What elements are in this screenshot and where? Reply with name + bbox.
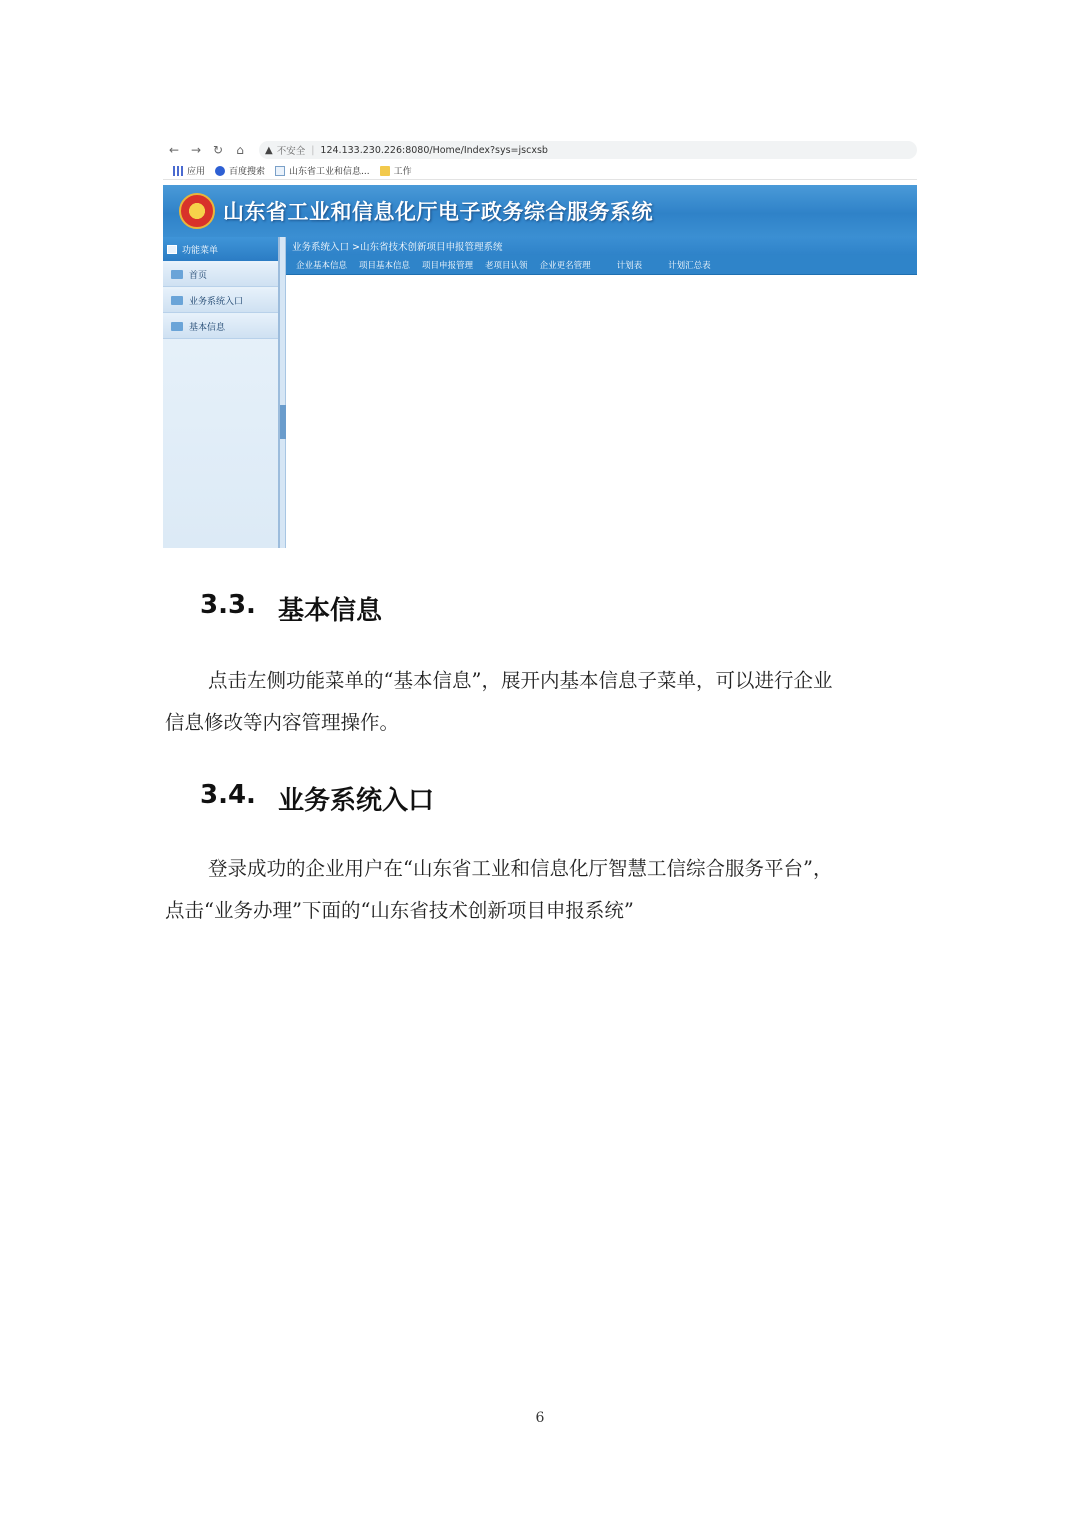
tab-plan-table[interactable]: 计划表 bbox=[616, 260, 643, 271]
section-number: 3.3. bbox=[200, 590, 256, 620]
tab-project-info[interactable]: 项目基本信息 bbox=[359, 260, 411, 271]
warning-icon: ▲ bbox=[265, 144, 273, 156]
section-title: 业务系统入口 bbox=[278, 786, 435, 816]
folder-icon bbox=[171, 296, 183, 305]
paragraph-line: 登录成功的企业用户在“山东省工业和信息化厅智慧工信综合服务平台”， bbox=[208, 857, 833, 880]
tab-company-info[interactable]: 企业基本信息 bbox=[296, 260, 348, 271]
folder-icon bbox=[380, 166, 390, 176]
bookmarks-bar bbox=[163, 162, 917, 180]
tab-old-project-claim[interactable]: 老项目认领 bbox=[485, 260, 528, 271]
section-3-4-heading bbox=[200, 780, 434, 817]
embedded-screenshot bbox=[163, 139, 917, 548]
folder-icon bbox=[171, 270, 183, 279]
arrow-right-icon[interactable]: → bbox=[190, 143, 202, 157]
page-icon bbox=[275, 166, 285, 176]
browser-address-bar bbox=[163, 139, 917, 161]
paragraph-line: 信息修改等内容管理操作。 bbox=[165, 711, 400, 734]
security-label: 不安全 bbox=[276, 146, 306, 157]
section-number: 3.4. bbox=[200, 780, 256, 810]
menu-icon bbox=[167, 245, 177, 254]
arrow-left-icon[interactable]: ← bbox=[168, 143, 180, 157]
sidebar-item-basic-info[interactable]: 基本信息 bbox=[163, 315, 278, 339]
banner-title: 山东省工业和信息化厅电子政务综合服务系统 bbox=[223, 200, 653, 224]
baidu-icon bbox=[215, 166, 225, 176]
section-3-3-body bbox=[165, 660, 917, 744]
breadcrumb: 业务系统入口 >山东省技术创新项目申报管理系统 bbox=[286, 237, 917, 255]
url-input[interactable] bbox=[259, 141, 917, 159]
home-icon[interactable]: ⌂ bbox=[236, 143, 244, 157]
sidebar-header: 功能菜单 bbox=[163, 237, 278, 261]
national-emblem-icon bbox=[179, 193, 215, 229]
tab-plan-summary[interactable]: 计划汇总表 bbox=[668, 260, 711, 271]
module-tabs bbox=[286, 255, 917, 275]
page-number: 6 bbox=[535, 1410, 545, 1426]
url-text: 124.133.230.226:8080/Home/Index?sys=jscxsb bbox=[320, 144, 548, 156]
apps-grid-icon bbox=[173, 166, 183, 176]
bookmark-apps[interactable]: 应用 bbox=[173, 164, 205, 177]
paragraph-line: 点击“业务办理”下面的“山东省技术创新项目申报系统” bbox=[165, 899, 634, 922]
sidebar-item-home[interactable]: 首页 bbox=[163, 263, 278, 287]
url-separator: | bbox=[311, 144, 315, 156]
bookmark-baidu[interactable]: 百度搜索 bbox=[215, 164, 265, 177]
function-menu-sidebar bbox=[163, 237, 280, 548]
sidebar-item-business-entry[interactable]: 业务系统入口 bbox=[163, 289, 278, 313]
section-3-3-heading bbox=[200, 590, 382, 627]
section-title: 基本信息 bbox=[278, 596, 383, 626]
tab-project-application[interactable]: 项目申报管理 bbox=[422, 260, 474, 271]
bookmark-work[interactable]: 工作 bbox=[380, 164, 412, 177]
system-banner bbox=[163, 185, 917, 237]
main-content bbox=[286, 237, 917, 548]
bookmark-shandong[interactable]: 山东省工业和信息... bbox=[275, 164, 370, 177]
section-3-4-body bbox=[165, 848, 917, 932]
paragraph-line: 点击左侧功能菜单的“基本信息”，展开内基本信息子菜单，可以进行企业 bbox=[208, 669, 833, 692]
reload-icon[interactable]: ↻ bbox=[212, 143, 224, 157]
tab-company-rename[interactable]: 企业更名管理 bbox=[539, 260, 591, 271]
folder-icon bbox=[171, 322, 183, 331]
